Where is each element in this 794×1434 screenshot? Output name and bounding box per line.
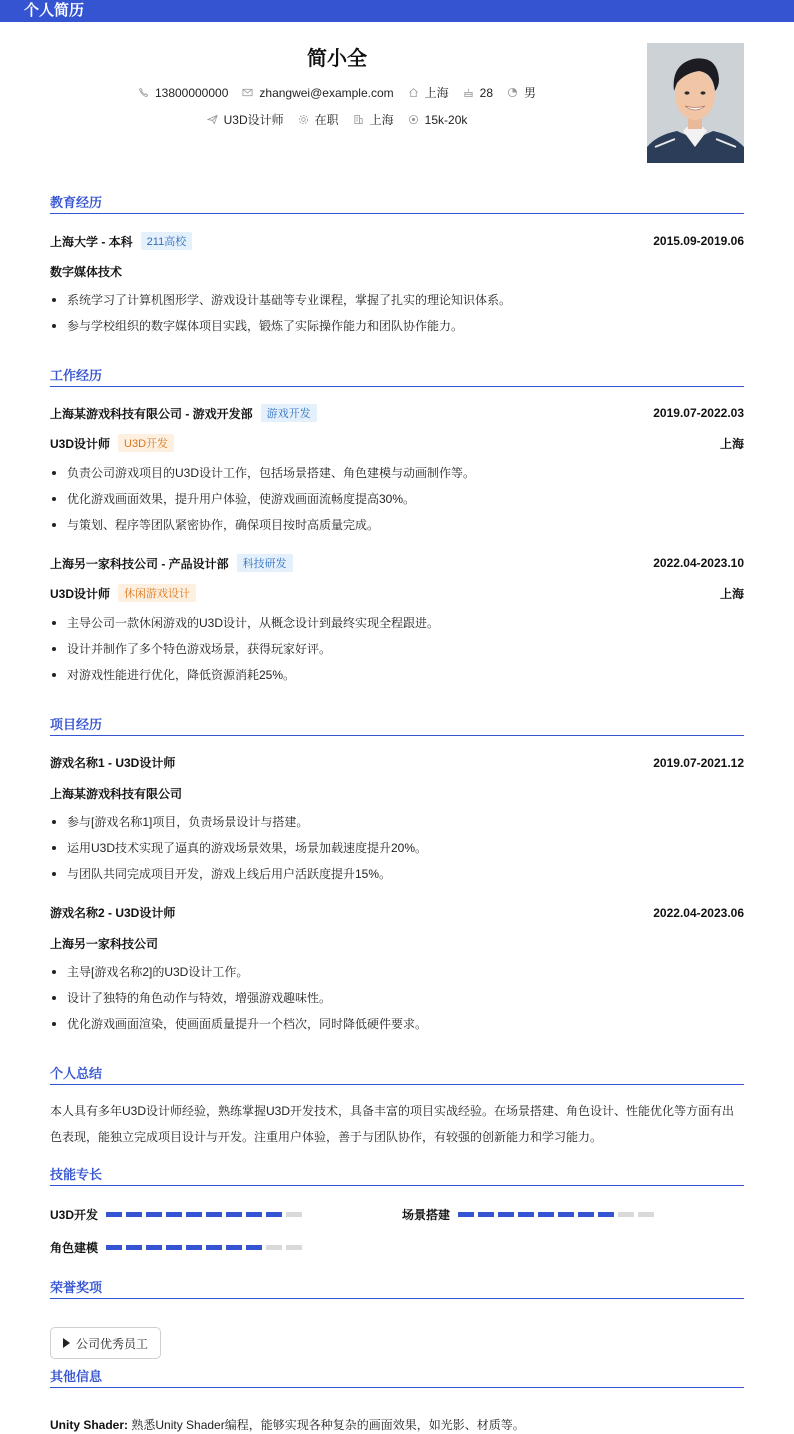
list-item: 优化游戏画面效果，提升用户体验，使游戏画面流畅度提高30%。 (50, 486, 744, 512)
work-1-location: 上海 (719, 436, 744, 451)
work-1-date: 2019.07-2022.03 (653, 406, 744, 420)
project-2-company: 上海另一家科技公司 (50, 937, 159, 951)
awards-section (50, 1279, 744, 1351)
work-2-role-tag: 休闲游戏设计 (118, 584, 196, 602)
education-bullets (50, 287, 744, 339)
page-header-bar (0, 0, 794, 22)
list-item: 系统学习了计算机图形学、游戏设计基础等专业课程，掌握了扎实的理论知识体系。 (50, 287, 744, 313)
gender-item (507, 84, 536, 101)
work-1-role-tag: U3D开发 (118, 434, 174, 452)
education-section (50, 194, 744, 333)
other-title: 其他信息 (50, 1368, 744, 1388)
gender-icon (507, 87, 518, 98)
list-item: 运用U3D技术实现了逼真的游戏场景效果，场景加载速度提升20%。 (50, 835, 744, 861)
status-icon (298, 114, 309, 125)
skill-segment-filled (518, 1212, 534, 1217)
target-city-item (353, 111, 394, 128)
education-header-row (50, 232, 744, 250)
project-2-header-row (50, 904, 744, 921)
status-value: 在职 (314, 113, 339, 127)
award-toggle[interactable] (50, 1327, 161, 1359)
work-1-role: U3D设计师 (50, 436, 111, 451)
project-2-bullets (50, 959, 744, 1037)
expand-triangle-icon (63, 1338, 70, 1348)
other-text: 熟悉Unity Shader编程，能够实现各种复杂的画面效果，如光影、材质等。 (131, 1418, 525, 1432)
position-item (207, 111, 284, 128)
skill-item (402, 1206, 654, 1223)
list-item: 参与[游戏名称1]项目，负责场景设计与搭建。 (50, 809, 744, 835)
awards-title: 荣誉奖项 (50, 1279, 744, 1299)
project-1-company: 上海某游戏科技有限公司 (50, 787, 183, 801)
status-item (298, 111, 339, 128)
project-2-date: 2022.04-2023.06 (653, 905, 744, 920)
work-title: 工作经历 (50, 367, 744, 387)
contact-row-1 (50, 84, 624, 101)
project-1-name: 游戏名称1 - U3D设计师 (50, 756, 176, 770)
list-item: 主导公司一款休闲游戏的U3D设计，从概念设计到最终实现全程跟进。 (50, 610, 744, 636)
salary-value: 15k-20k (424, 112, 468, 127)
skill-segment-filled (458, 1212, 474, 1217)
skill-segment-filled (186, 1212, 202, 1217)
position-value: U3D设计师 (223, 113, 284, 127)
email-value: zhangwei@example.com (259, 85, 394, 100)
education-major: 数字媒体技术 (50, 265, 123, 279)
skill-segment-empty (286, 1245, 302, 1250)
work-1-company: 上海某游戏科技有限公司 - 游戏开发部 (50, 406, 253, 421)
skill-segment-filled (578, 1212, 594, 1217)
skill-segment-filled (478, 1212, 494, 1217)
work-2-role-row (50, 584, 744, 602)
phone-item (138, 86, 228, 100)
work-2-location: 上海 (719, 586, 744, 601)
skill-segment-filled (106, 1245, 122, 1250)
skill-segment-filled (146, 1245, 162, 1250)
skill-segment-empty (266, 1245, 282, 1250)
skill-segment-empty (638, 1212, 654, 1217)
mail-icon (242, 87, 253, 98)
list-item: 主导[游戏名称2]的U3D设计工作。 (50, 959, 744, 985)
salary-item (408, 113, 468, 127)
skill-segment-filled (206, 1212, 222, 1217)
skill-segment-filled (166, 1212, 182, 1217)
work-1-header-row (50, 404, 744, 422)
list-item: 对游戏性能进行优化，降低资源消耗25%。 (50, 662, 744, 688)
gender-value: 男 (524, 86, 537, 100)
skill-segment-filled (246, 1212, 262, 1217)
education-title: 教育经历 (50, 194, 744, 214)
list-item: 参与学校组织的数字媒体项目实践，锻炼了实际操作能力和团队协作能力。 (50, 313, 744, 339)
skill-label: U3D开发 (50, 1208, 99, 1222)
skill-segment-filled (538, 1212, 554, 1217)
work-2-company: 上海另一家科技公司 - 产品设计部 (50, 556, 229, 571)
skill-segment-filled (598, 1212, 614, 1217)
contact-row-2 (50, 111, 624, 128)
skill-segment-filled (126, 1212, 142, 1217)
skill-segment-empty (286, 1212, 302, 1217)
email-item (242, 86, 393, 100)
building-icon (353, 114, 364, 125)
city-item (408, 84, 449, 101)
list-item: 负责公司游戏项目的U3D设计工作，包括场景搭建、角色建模与动画制作等。 (50, 460, 744, 486)
projects-title: 项目经历 (50, 716, 744, 736)
skill-segment-filled (166, 1245, 182, 1250)
skill-item (50, 1239, 302, 1256)
skill-segment-empty (618, 1212, 634, 1217)
skill-segment-filled (146, 1212, 162, 1217)
skill-segment-filled (126, 1245, 142, 1250)
work-2-role: U3D设计师 (50, 586, 111, 601)
work-1-company-tag: 游戏开发 (261, 404, 317, 422)
skill-label: 角色建模 (50, 1241, 99, 1255)
project-2-name: 游戏名称2 - U3D设计师 (50, 906, 176, 920)
work-2-company-tag: 科技研发 (237, 554, 293, 572)
skill-segment-filled (558, 1212, 574, 1217)
skill-segment-filled (266, 1212, 282, 1217)
summary-title: 个人总结 (50, 1065, 744, 1085)
skills-title: 技能专长 (50, 1166, 744, 1186)
work-1-bullets (50, 460, 744, 538)
list-item: 与团队共同完成项目开发，游戏上线后用户活跃度提升15%。 (50, 861, 744, 887)
school-degree: 上海大学 - 本科 (50, 234, 133, 249)
skill-level-bar (106, 1245, 302, 1250)
list-item: 与策划、程序等团队紧密协作，确保项目按时高质量完成。 (50, 512, 744, 538)
skill-segment-filled (226, 1212, 242, 1217)
summary-text: 本人具有多年U3D设计师经验，熟练掌握U3D开发技术，具备丰富的项目实战经验。在场景搭建、角色设计、性能优化等方面有出色表现，能独立完成项目设计与开发。注重用户体验，善于与团队协作，有较强的创新能力和学习能力。 (50, 1104, 735, 1144)
skill-level-bar (458, 1212, 654, 1217)
other-label: Unity Shader: (50, 1418, 129, 1432)
page-title: 个人简历 (24, 2, 85, 19)
skills-section (50, 1166, 744, 1255)
work-2-header-row (50, 554, 744, 572)
education-date: 2015.09-2019.06 (653, 234, 744, 248)
phone-icon (138, 87, 149, 98)
projects-section (50, 716, 744, 1031)
home-icon (408, 87, 419, 98)
work-2-bullets (50, 610, 744, 688)
target-city-value: 上海 (369, 113, 394, 127)
skill-label: 场景搭建 (402, 1208, 451, 1222)
profile-header (50, 40, 744, 165)
work-section (50, 367, 744, 682)
work-1-role-row (50, 434, 744, 452)
age-icon (463, 87, 474, 98)
summary-section (50, 1065, 744, 1144)
profile-photo (647, 43, 744, 163)
send-icon (207, 114, 218, 125)
skill-level-bar (106, 1212, 302, 1217)
award-label: 公司优秀员工 (76, 1336, 149, 1351)
phone-value: 13800000000 (154, 85, 229, 100)
candidate-name: 简小全 (307, 48, 367, 70)
age-item (463, 86, 493, 100)
skill-segment-filled (206, 1245, 222, 1250)
age-value: 28 (479, 85, 494, 100)
list-item: 设计并制作了多个特色游戏场景，获得玩家好评。 (50, 636, 744, 662)
skill-item (50, 1206, 302, 1223)
project-1-date: 2019.07-2021.12 (653, 755, 744, 770)
list-item: 设计了独特的角色动作与特效，增强游戏趣味性。 (50, 985, 744, 1011)
city-value: 上海 (424, 86, 449, 100)
other-section (50, 1368, 744, 1432)
work-2-date: 2022.04-2023.10 (653, 556, 744, 570)
school-tag: 211高校 (141, 232, 193, 250)
skill-segment-filled (498, 1212, 514, 1217)
list-item: 优化游戏画面渲染，使画面质量提升一个档次，同时降低硬件要求。 (50, 1011, 744, 1037)
skill-segment-filled (246, 1245, 262, 1250)
skill-segment-filled (226, 1245, 242, 1250)
project-1-bullets (50, 809, 744, 887)
skill-segment-filled (186, 1245, 202, 1250)
project-1-header-row (50, 754, 744, 771)
salary-icon (408, 114, 419, 125)
other-info-line (50, 1416, 525, 1433)
skill-segment-filled (106, 1212, 122, 1217)
